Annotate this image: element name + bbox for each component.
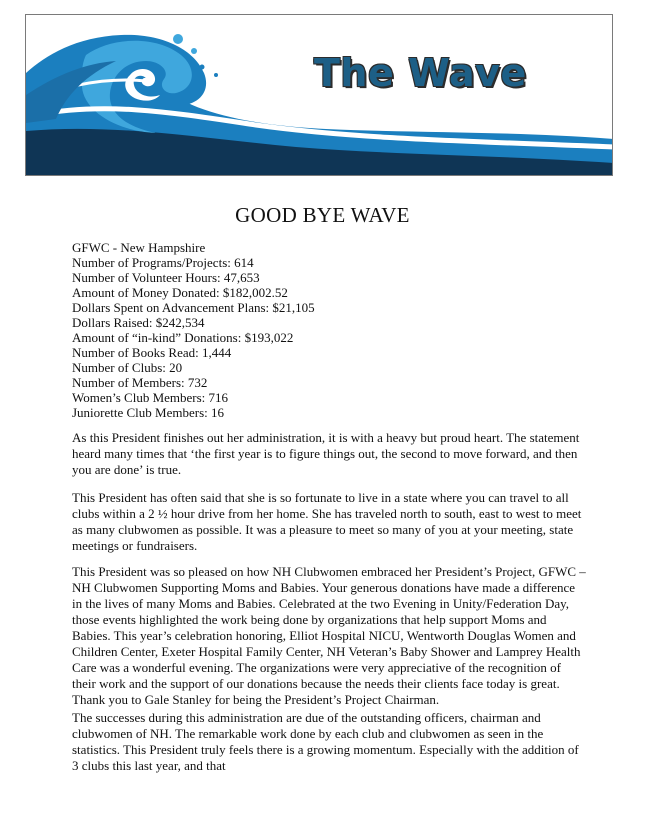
stat-line: Amount of “in-kind” Donations: $193,022 bbox=[72, 330, 294, 345]
newsletter-banner bbox=[25, 14, 613, 176]
page-heading: GOOD BYE WAVE bbox=[235, 203, 410, 227]
stat-line: Dollars Spent on Advancement Plans: $21,105 bbox=[72, 300, 315, 315]
stat-line: Juniorette Club Members: 16 bbox=[72, 405, 225, 420]
paragraph: This President has often said that she is so fortunate to live in a state where you can travel to all clubs within a 2 ½ hour drive from her home. She has traveled north to south, east to west to meet as many clubwomen as possible. It was a pleasure to meet so many of you at your meeting, state meetings or fundraisers. bbox=[72, 490, 582, 553]
stat-line: GFWC - New Hampshire bbox=[72, 240, 206, 255]
stat-line: Amount of Money Donated: $182,002.52 bbox=[72, 285, 288, 300]
stat-line: Number of Members: 732 bbox=[72, 375, 208, 390]
paragraph: As this President finishes out her administration, it is with a heavy but proud heart. The statement heard many times that ‘the first year is to figure things out, the second to move forward, and then you are done’ is true. bbox=[72, 430, 580, 477]
stats-list bbox=[72, 240, 315, 420]
stat-line: Number of Books Read: 1,444 bbox=[72, 345, 232, 360]
stat-line: Dollars Raised: $242,534 bbox=[72, 315, 205, 330]
stat-line: Number of Programs/Projects: 614 bbox=[72, 255, 254, 270]
banner-title: The Wave bbox=[314, 51, 527, 95]
paragraph: This President was so pleased on how NH Clubwomen embraced her President’s Project, GFWC – NH Clubwomen Supporting Moms and Babies. Your generous donations have made a difference in the lives of many Moms and Babies. Celebrated at the two Evening in Unity/Federation Day, those events highlighted the work being done by organizations that help support Moms and Babies. This year’s celebration honoring, Elliot Hospital NICU, Wentworth Douglas Women and Children Center, Exeter Hospital Family Center, NH Veteran’s Baby Shower and Lamprey Health Care was a wonderful evening. The organizations were very appreciative of the recognition of their work and the support of our donations because the needs their clients face today is great. Thank you to Gale Stanley for being the President’s Project Chairman. bbox=[72, 564, 586, 707]
stat-line: Number of Volunteer Hours: 47,653 bbox=[72, 270, 260, 285]
stat-line: Number of Clubs: 20 bbox=[72, 360, 183, 375]
paragraph: The successes during this administration are due of the outstanding officers, chairman and clubwomen of NH. The remarkable work done by each club and clubwomen as seen in the statistics. This President truly feels there is a growing momentum. Especially with the addition of 3 clubs this last year, and that bbox=[72, 710, 579, 773]
stat-line: Women’s Club Members: 716 bbox=[72, 390, 229, 405]
